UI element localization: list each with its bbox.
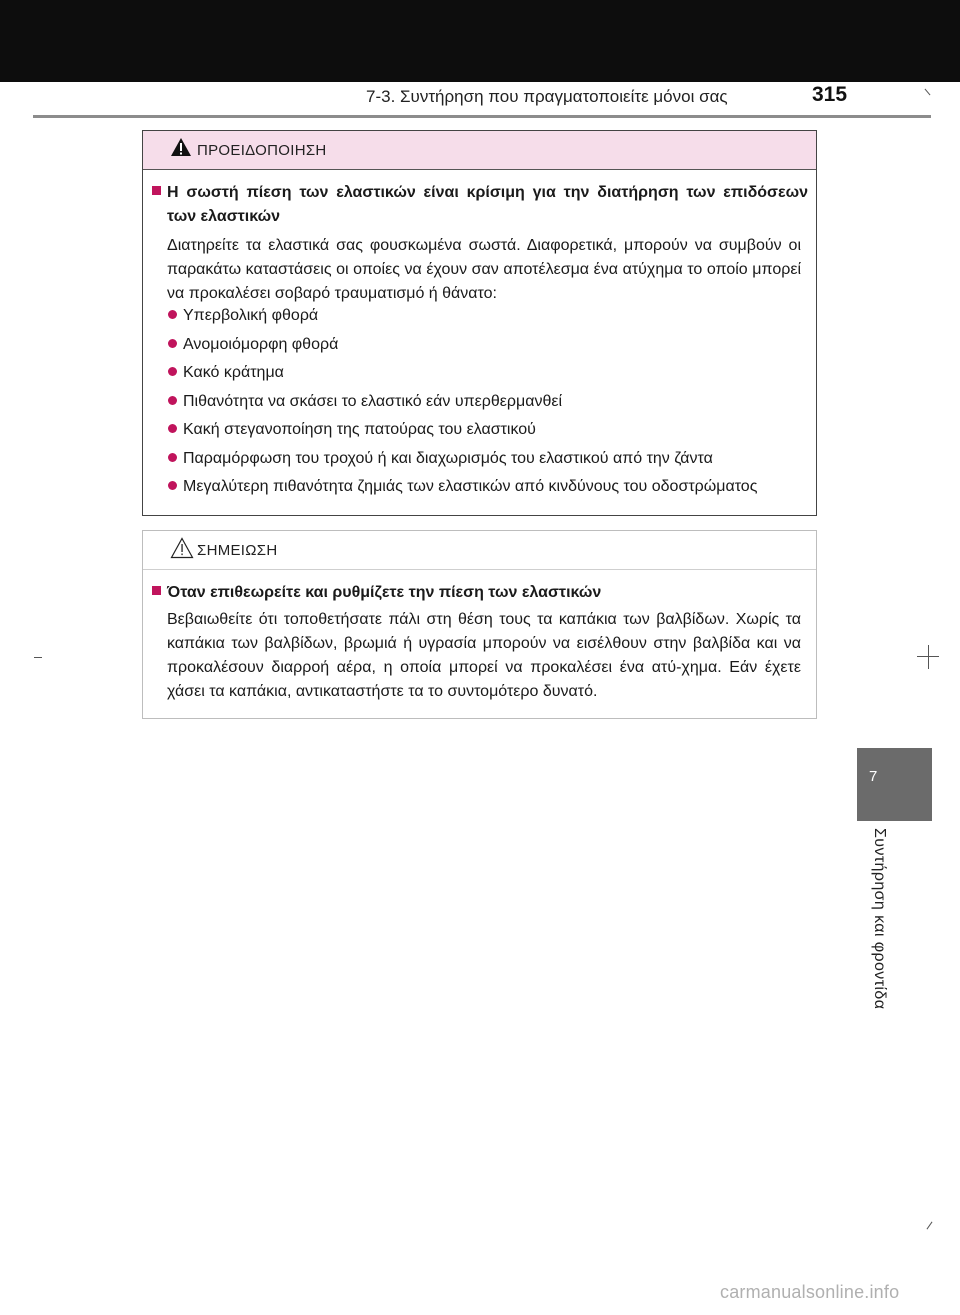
list-item-text: Παραμόρφωση του τροχού ή και διαχωρισμός του ελαστικού από την ζάντα [183,449,713,467]
bullet-dot-icon [168,481,177,490]
bullet-dot-icon [168,396,177,405]
warning-list [168,304,757,504]
list-item [168,361,757,390]
note-box [142,530,817,719]
caution-outline-triangle-icon [170,537,194,564]
list-item-text: Μεγαλύτερη πιθανότητα ζημιάς των ελαστικών από κινδύνους του οδοστρώματος [183,478,758,495]
crop-mark [928,645,929,669]
list-item [168,304,757,333]
bullet-dot-icon [168,310,177,319]
chapter-number: 7 [869,768,878,785]
note-label: ΣΗΜΕΙΩΣΗ [197,542,278,559]
warning-label: ΠΡΟΕΙΔΟΠΟΙΗΣΗ [197,142,327,159]
top-black-band [0,0,960,82]
list-item [168,475,757,504]
note-body: Βεβαιωθείτε ότι τοποθετήσατε πάλι στη θέση τους τα καπάκια των βαλβίδων. Χωρίς τα καπάκια των βαλβίδων, βρωμιά ή υγρασία μπορούν να εισέλθουν στην βαλβίδα και να προκαλέσουν διαρροή αέρα, η οποία μπορεί να προκαλέσει ένα ατύ-χημα. Εάν έχετε χάσει τα καπάκια, αντικαταστήστε τα το συντομότερο δυνατό. [167,611,801,700]
chapter-tab [857,748,932,821]
list-item [168,418,757,447]
square-bullet-icon [152,186,161,195]
square-bullet-icon [152,586,161,595]
section-title: 7-3. Συντήρηση που πραγματοποιείτε μόνοι σας [366,87,728,106]
bullet-dot-icon [168,339,177,348]
note-heading-text: Όταν επιθεωρείτε και ρυθμίζετε την πίεση των ελαστικών [167,584,602,601]
list-item [168,390,757,419]
bullet-dot-icon [168,367,177,376]
warning-header [143,131,816,170]
warning-triangle-icon [170,137,192,162]
list-item [168,333,757,362]
chapter-label: Συντήρηση και φροντίδα [871,828,888,1010]
bullet-dot-icon [168,453,177,462]
list-item-text: Κακή στεγανοποίηση της πατούρας του ελαστικού [183,421,536,438]
bullet-dot-icon [168,424,177,433]
crop-mark [917,656,939,657]
watermark: carmanualsonline.info [720,1282,900,1302]
warning-box [142,130,817,516]
crop-mark [927,1222,933,1230]
note-header [143,531,816,570]
list-item-text: Πιθανότητα να σκάσει το ελαστικό εάν υπερθερμανθεί [183,392,563,410]
list-item-text: Ανομοιόμορφη φθορά [183,335,339,353]
crop-mark [925,89,931,96]
note-heading [152,581,601,605]
crop-mark [34,657,42,658]
warning-heading-line1 [152,181,808,205]
warning-heading-text: Η σωστή πίεση των ελαστικών είναι κρίσιμη για την διατήρηση των επιδόσεων [167,184,808,201]
list-item-text: Υπερβολική φθορά [183,307,319,324]
warning-intro: Διατηρείτε τα ελαστικά σας φουσκωμένα σωστά. Διαφορετικά, μπορούν να συμβούν οι παρακάτω καταστάσεις οι οποίες να έχουν σαν αποτέλεσμα ένα ατύχημα το οποίο μπορεί να προκαλέσει σοβαρό τραυματισμό ή θάνατο: [167,237,801,302]
page-number: 315 [812,83,848,106]
list-item [168,447,757,476]
list-item-text: Κακό κράτημα [183,364,284,381]
header-rule [33,115,931,118]
warning-heading-line2: των ελαστικών [167,208,281,225]
